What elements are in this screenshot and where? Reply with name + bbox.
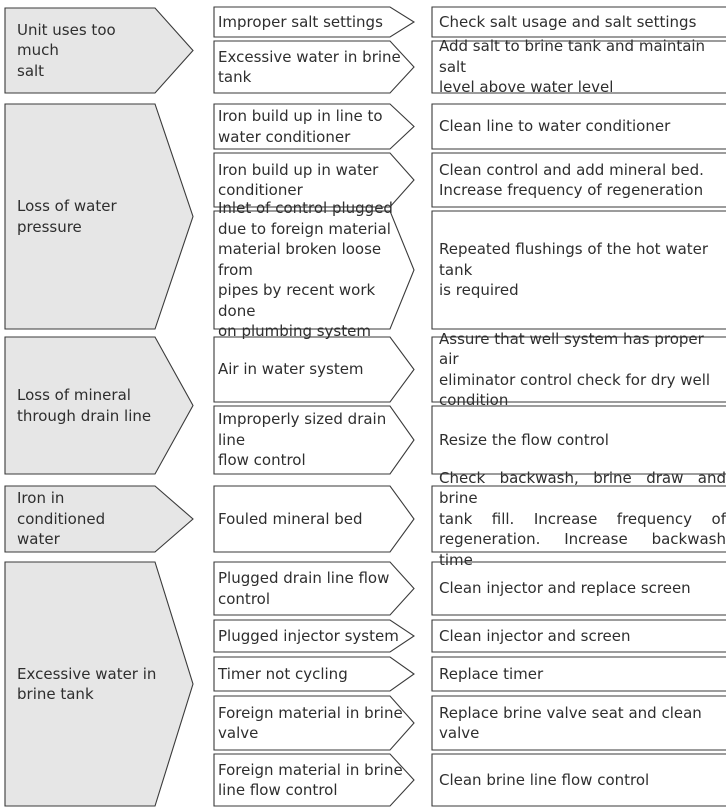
problem-label: Unit uses too much salt [17,20,116,80]
cause-label: Air in water system [218,360,364,379]
cause-label: Excessive water in brine tank [218,47,401,86]
solution-label: Assure that well system has proper air eliminator control check for dry well condition [439,329,711,409]
problem-label: Iron in conditioned water [17,489,106,549]
cause-label: Iron build up in line to water conditioner [218,107,383,146]
solution-label: Clean injector and screen [439,626,631,645]
cause-label: Iron build up in water conditioner [218,160,379,199]
cause-label: Foreign material in brine valve [218,703,403,742]
solution-label: Clean line to water conditioner [439,117,671,136]
cause-label: Improperly sized drain line flow control [218,410,387,470]
problem-label: Loss of mineral through drain line [17,386,152,425]
solution-label: Clean control and add mineral bed. Increase frequency of regeneration [439,160,704,199]
problem-label: Loss of water pressure [17,197,117,236]
solution-label: Check backwash, brine draw and brine tank fill. Increase frequency of regeneration. Increase backwash time [439,468,726,569]
solution-label: Clean brine line flow control [439,770,650,789]
cause-label: Inlet of control plugged due to foreign material material broken loose from pipes by recent work done on plumbing system [218,199,393,341]
solution-label: Add salt to brine tank and maintain salt level above water level [439,37,706,97]
cause-label: Timer not cycling [218,664,348,683]
solution-label: Replace brine valve seat and clean valve [439,703,702,742]
solution-label: Replace timer [439,664,544,683]
cause-label: Improper salt settings [218,12,383,31]
cause-label: Plugged drain line flow control [218,569,390,608]
solution-label: Check salt usage and salt settings [439,12,697,31]
problem-label: Excessive water in brine tank [17,664,157,703]
solution-label: Clean injector and replace screen [439,579,691,598]
cause-label: Fouled mineral bed [218,509,363,528]
solution-label: Repeated flushings of the hot water tank is required [439,240,709,300]
cause-label: Foreign material in brine line flow control [218,760,403,799]
solution-label: Resize the flow control [439,430,609,449]
cause-label: Plugged injector system [218,626,399,645]
